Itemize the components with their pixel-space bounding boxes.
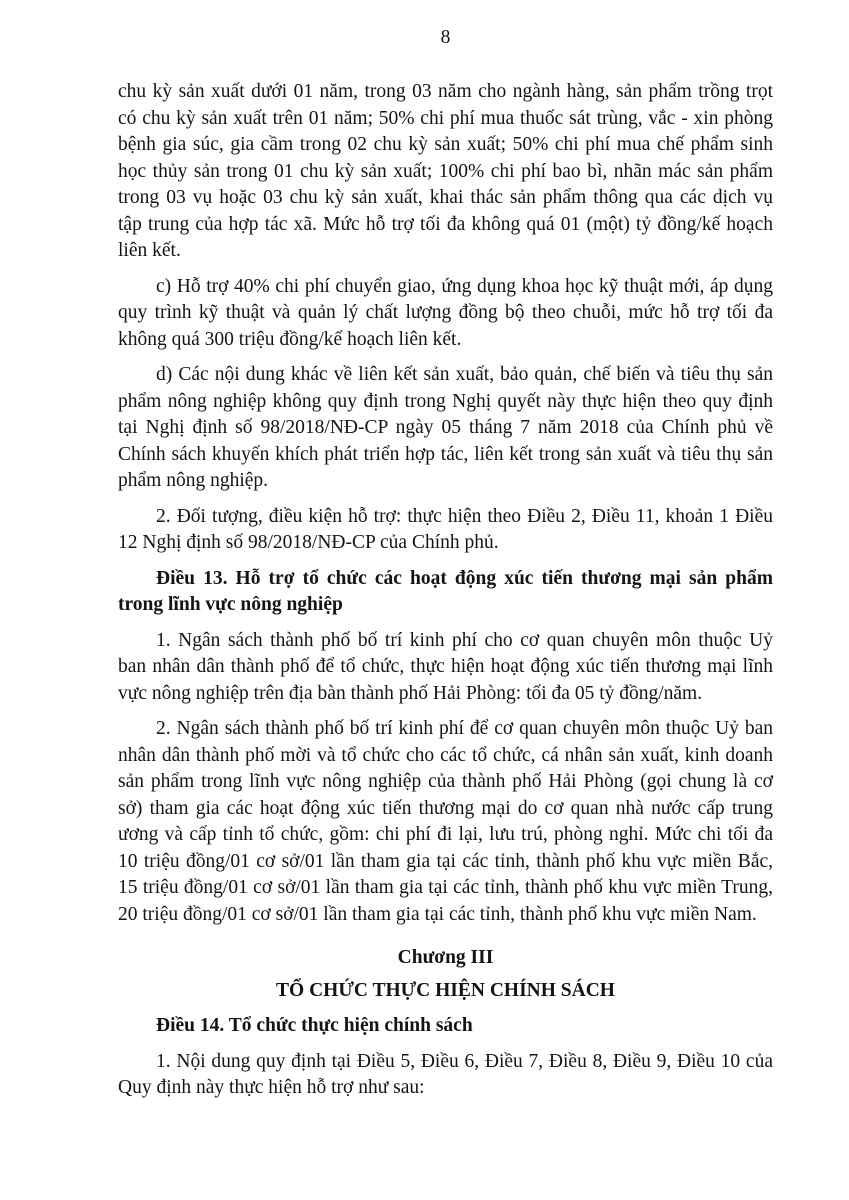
item-d-paragraph — [118, 362, 773, 495]
text-line: nhân dân thành phố mời và tổ chức cho các tổ chức, cá nhân sản xuất, kinh doanh — [118, 744, 773, 766]
text-line: 15 triệu đồng/01 cơ sở/01 lần tham gia tại các tỉnh, thành phố khu vực miền Trung, — [118, 877, 773, 898]
heading-line: trong lĩnh vực nông nghiệp — [118, 594, 343, 615]
text-line: sở) tham gia các hoạt động xúc tiến thương mại do cơ quan nhà nước cấp trung — [118, 797, 773, 819]
text-line: Quy định này thực hiện hỗ trợ như sau: — [118, 1077, 425, 1098]
text-line: vực nông nghiệp trên địa bàn thành phố Hải Phòng: tối đa 05 tỷ đồng/năm. — [118, 682, 703, 704]
text-line: tại Nghị định số 98/2018/NĐ-CP ngày 05 tháng 7 năm 2018 của Chính phủ về — [118, 417, 773, 438]
text-line: tập trung của hợp tác xã. Mức hỗ trợ tối đa không quá 01 (một) tỷ đồng/kế hoạch — [118, 213, 773, 235]
text-line: d) Các nội dung khác về liên kết sản xuất, bảo quản, chế biến và tiêu thụ sản — [156, 364, 773, 385]
text-line: chu kỳ sản xuất dưới 01 năm, trong 03 năm cho ngành hàng, sản phẩm trồng trọt — [118, 81, 773, 102]
clause-2-paragraph — [118, 504, 773, 557]
article-13-clause-2-paragraph — [118, 716, 773, 928]
article-14-heading — [118, 1013, 773, 1040]
text-line: ban nhân dân thành phố để tổ chức, thực hiện hoạt động xúc tiến thương mại lĩnh — [118, 656, 773, 677]
chapter-title — [118, 978, 773, 1005]
page-number: 8 — [440, 27, 451, 48]
text-line: trong 03 vụ hoặc 03 chu kỳ sản xuất, khai thác sản phẩm thông qua các dịch vụ — [118, 187, 773, 208]
text-line: c) Hỗ trợ 40% chi phí chuyển giao, ứng dụng khoa học kỹ thuật mới, áp dụng — [156, 275, 773, 297]
chapter-number — [118, 945, 773, 972]
text-line: quy trình kỹ thuật và quản lý chất lượng đồng bộ theo chuỗi, mức hỗ trợ tối đa — [118, 302, 773, 323]
text-line: học thủy sản trong 01 chu kỳ sản xuất; 100% chi phí bao bì, nhãn mác sản phẩm — [118, 160, 773, 182]
text-line: bệnh gia súc, gia cầm trong 02 chu kỳ sản xuất; 50% chi phí mua chế phẩm sinh — [118, 134, 773, 155]
text-line: 2. Đối tượng, điều kiện hỗ trợ: thực hiện theo Điều 2, Điều 11, khoản 1 Điều — [156, 505, 773, 527]
text-line: ương và cấp tỉnh tổ chức, gồm: chi phí đi lại, lưu trú, phòng nghỉ. Mức chi tối đa — [118, 824, 773, 845]
text-line: có chu kỳ sản xuất trên 01 năm; 50% chi phí mua thuốc sát trùng, vắc - xin phòng — [118, 107, 773, 129]
article-14-clause-1-paragraph — [118, 1049, 773, 1102]
text-line: phẩm nông nghiệp không quy định trong Nghị quyết này thực hiện theo quy định — [118, 390, 773, 412]
text-line: 20 triệu đồng/01 cơ sở/01 lần tham gia tại các tỉnh, thành phố khu vực miền Nam. — [118, 903, 757, 925]
text-line: 1. Ngân sách thành phố bố trí kinh phí cho cơ quan chuyên môn thuộc Uỷ — [156, 629, 773, 651]
chapter-number-line: Chương III — [397, 947, 494, 968]
continuation-paragraph — [118, 79, 773, 265]
heading-line: Điều 13. Hỗ trợ tổ chức các hoạt động xúc tiến thương mại sản phẩm — [156, 567, 773, 589]
text-line: 10 triệu đồng/01 cơ sở/01 lần tham gia tại các tỉnh, thành phố khu vực miền Bắc, — [118, 850, 773, 872]
text-line: Chính sách khuyến khích phát triển hợp tác, liên kết trong sản xuất và tiêu thụ sản — [118, 443, 773, 465]
text-line: 12 Nghị định số 98/2018/NĐ-CP của Chính phủ. — [118, 532, 499, 553]
text-line: sản phẩm trong lĩnh vực nông nghiệp của thành phố Hải Phòng (gọi chung là cơ — [118, 771, 773, 792]
text-line: phẩm nông nghiệp. — [118, 470, 269, 491]
text-line: 2. Ngân sách thành phố bố trí kinh phí để cơ quan chuyên môn thuộc Uỷ ban — [156, 718, 773, 739]
chapter-title-line: TỔ CHỨC THỰC HIỆN CHÍNH SÁCH — [276, 979, 615, 1001]
article-13-heading — [118, 566, 773, 619]
text-line: không quá 300 triệu đồng/kế hoạch liên kết. — [118, 328, 462, 350]
text-line: 1. Nội dung quy định tại Điều 5, Điều 6, Điều 7, Điều 8, Điều 9, Điều 10 của — [156, 1050, 773, 1072]
text-line: liên kết. — [118, 240, 181, 261]
article-13-clause-1-paragraph — [118, 628, 773, 708]
item-c-paragraph — [118, 274, 773, 354]
heading-line: Điều 14. Tổ chức thực hiện chính sách — [156, 1015, 473, 1036]
